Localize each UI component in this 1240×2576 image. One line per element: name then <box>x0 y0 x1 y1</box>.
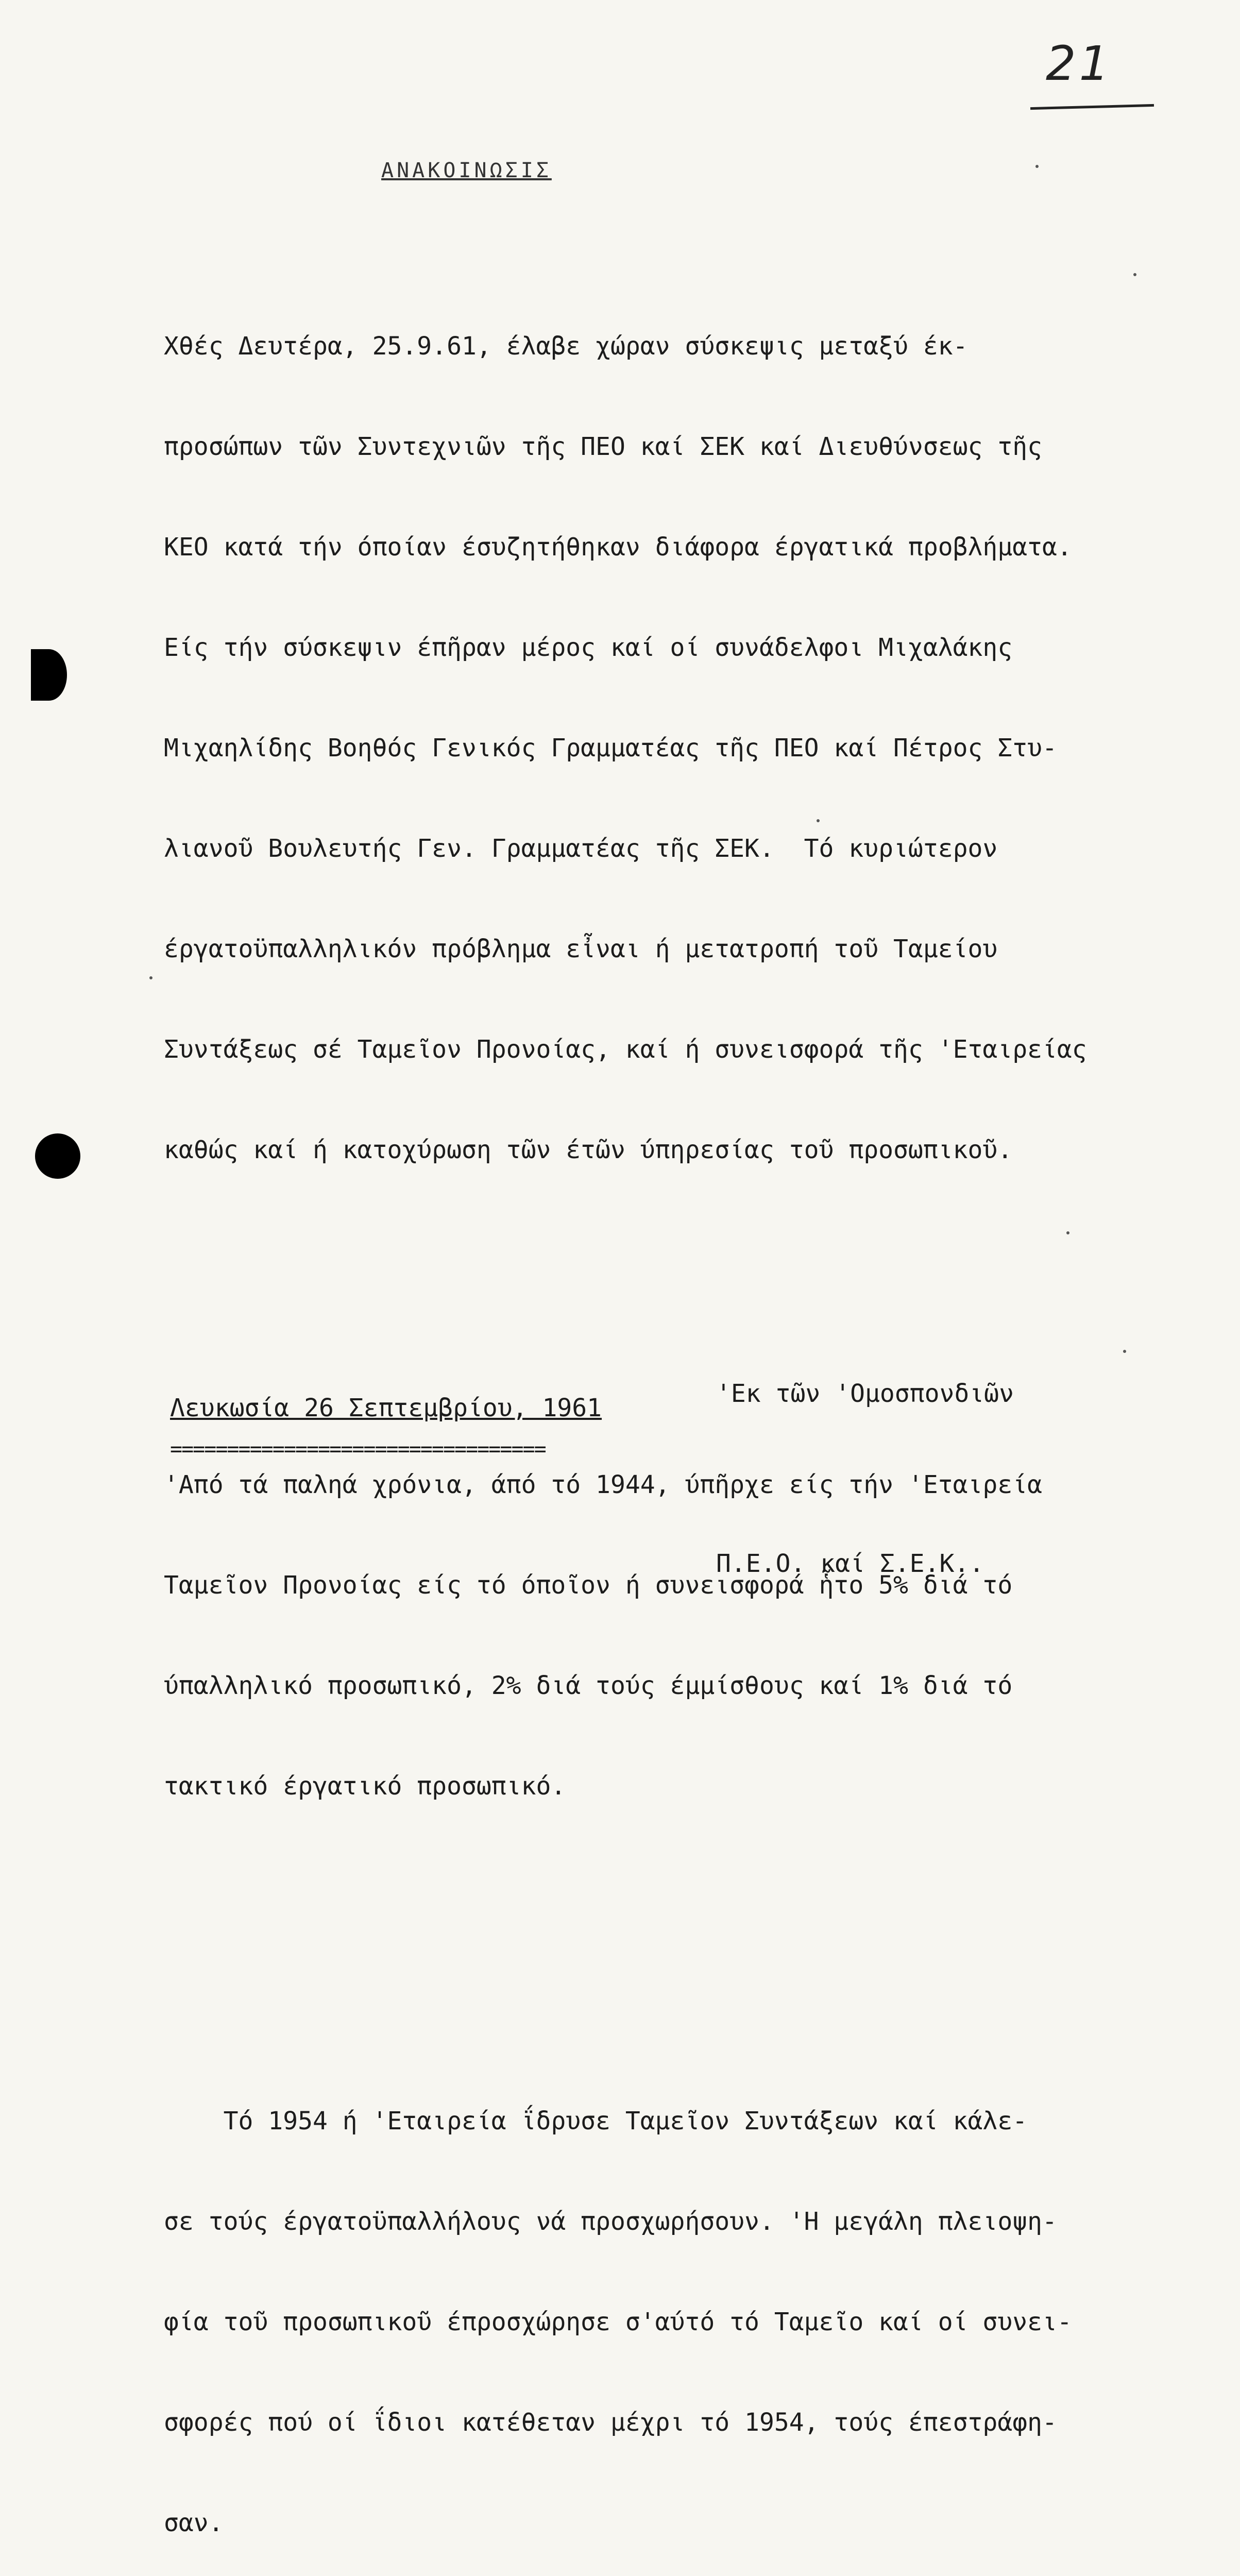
text-line: Τό 1954 ή 'Εταιρεία ΐδρυσε Ταμεῖον Συντάξεων καί κάλε- <box>164 2107 1028 2136</box>
text-line: προσώπων τῶν Συντεχνιῶν τῆς ΠΕΟ καί ΣΕΚ καί Διευθύνσεως τῆς <box>164 432 1043 461</box>
double-underline-rule: ================================= <box>170 1437 546 1461</box>
text-line: ύπαλληλικό προσωπικό, 2% διά τούς έμμίσθους καί 1% διά τό <box>164 1671 1013 1700</box>
scan-speck <box>1035 165 1039 168</box>
text-line: Μιχαηλίδης Βοηθός Γενικός Γραμματέας τῆς ΠΕΟ καί Πέτρος Στυ- <box>164 734 1057 762</box>
punch-hole-bottom <box>35 1133 80 1179</box>
text-line: Χθές Δευτέρα, 25.9.61, έλαβε χώραν σύσκεψις μεταξύ έκ- <box>164 332 968 361</box>
signature-line-organizations: Π.Ε.Ο. καί Σ.Ε.Κ.. <box>716 1549 984 1578</box>
page-number-underline <box>1030 104 1154 110</box>
text-line: Είς τήν σύσκεψιν έπῆραν μέρος καί οί συνάδελφοι Μιχαλάκης <box>164 633 1013 662</box>
text-line: 'Από τά παληά χρόνια, άπό τό 1944, ύπῆρχε είς τήν 'Εταιρεία <box>164 1470 1043 1499</box>
scan-speck <box>817 819 820 822</box>
text-line: ΚΕΟ κατά τήν όποίαν έσυζητήθηκαν διάφορα έργατικά προβλήματα. <box>164 533 1072 562</box>
text-line: Ταμεῖον Προνοίας είς τό όποῖον ή συνεισφορά ἧτο 5% διά τό <box>164 1571 1013 1600</box>
paragraph-gap <box>164 1301 1184 1334</box>
handwritten-page-number: 21 <box>1046 36 1113 91</box>
punch-hole-top <box>31 649 67 701</box>
body-text <box>164 196 1184 2576</box>
scan-speck <box>1133 273 1136 276</box>
document-heading: ΑΝΑΚΟΙΝΩΣΙΣ <box>381 159 552 182</box>
scan-speck <box>1123 1350 1126 1353</box>
signature-line-federations: 'Εκ τῶν 'Ομοσπονδιῶν <box>716 1379 1014 1408</box>
paragraph-2 <box>164 1401 1184 1870</box>
text-line: σφορές πού οί ΐδιοι κατέθεταν μέχρι τό 1954, τούς έπεστράφη- <box>164 2408 1057 2437</box>
scan-speck <box>149 976 152 979</box>
text-line: τακτικό έργατικό προσωπικό. <box>164 1772 566 1801</box>
paragraph-1 <box>164 263 1184 1234</box>
text-line: έργατοϋπαλληλικόν πρόβλημα εἶναι ή μετατροπή τοῦ Ταμείου <box>164 935 998 963</box>
signature-block <box>716 1252 1014 1649</box>
paragraph-gap <box>164 1937 1184 1971</box>
place-date-line: Λευκωσία 26 Σεπτεμβρίου, 1961 <box>170 1394 602 1422</box>
text-line: σε τούς έργατοϋπαλλήλους νά προσχωρήσουν. 'Η μεγάλη πλειοψη- <box>164 2207 1057 2236</box>
paragraph-3 <box>164 2038 1184 2576</box>
text-line: φία τοῦ προσωπικοῦ έπροσχώρησε σ'αύτό τό Ταμεῖο καί οί συνει- <box>164 2308 1072 2336</box>
text-line: Συντάξεως σέ Ταμεῖον Προνοίας, καί ή συνεισφορά τῆς 'Εταιρείας <box>164 1035 1087 1064</box>
text-line: λιανοῦ Βουλευτής Γεν. Γραμματέας τῆς ΣΕΚ. Τό κυριώτερον <box>164 834 998 863</box>
scan-speck <box>1066 1231 1069 1234</box>
text-line: σαν. <box>164 2509 224 2537</box>
text-line: καθώς καί ή κατοχύρωση τῶν έτῶν ύπηρεσίας τοῦ προσωπικοῦ. <box>164 1136 1013 1164</box>
